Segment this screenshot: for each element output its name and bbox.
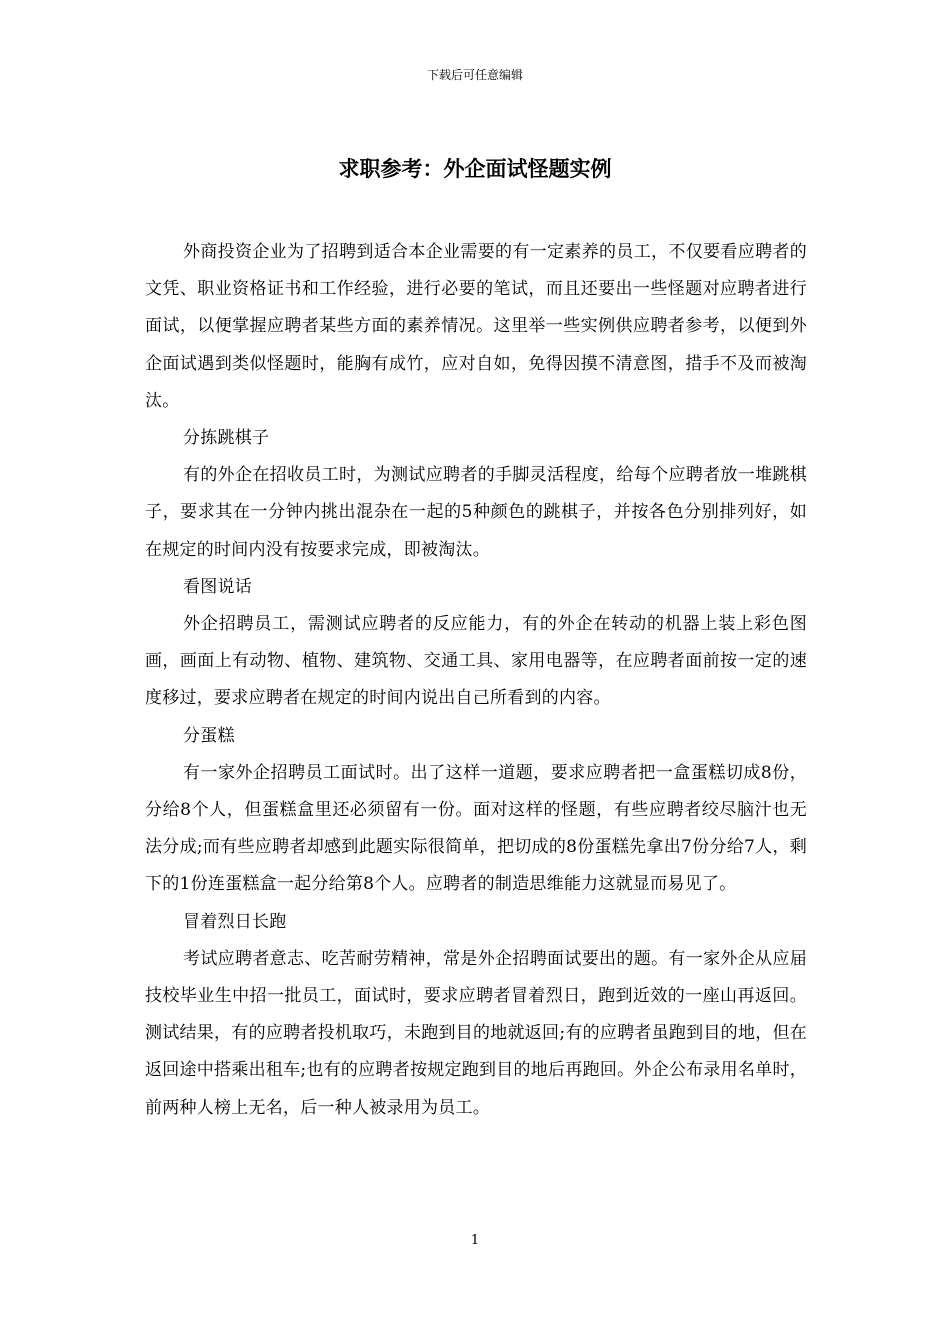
- page-header: 下载后可任意编辑: [426, 68, 523, 82]
- section-paragraph: 外企招聘员工，需测试应聘者的反应能力，有的外企在转动的机器上装上彩色图画，画面上有动物、植物、建筑物、交通工具、家用电器等，在应聘者面前按一定的速度移过，要求应聘者在规定的时间内说出自己所看到的内容。: [145, 614, 807, 709]
- section-heading: 分蛋糕: [183, 725, 235, 746]
- section-heading: 看图说话: [183, 576, 252, 597]
- page-number: 1: [470, 1233, 480, 1248]
- section-paragraph: 考试应聘者意志、吃苦耐劳精神，常是外企招聘面试要出的题。有一家外企从应届技校毕业生中招一批员工，面试时，要求应聘者冒着烈日，跑到近效的一座山再返回。测试结果，有的应聘者投机取巧，未跑到目的地就返回;有的应聘者虽跑到目的地，但在返回途中搭乘出租车;也有的应聘者按规定跑到目的地后再跑回。外企公布录用名单时，前两种人榜上无名，后一种人被录用为员工。: [145, 948, 807, 1118]
- section-heading: 冒着烈日长跑: [183, 911, 287, 932]
- document-title: 求职参考：外企面试怪题实例: [338, 157, 612, 181]
- intro-paragraph: 外商投资企业为了招聘到适合本企业需要的有一定素养的员工，不仅要看应聘者的文凭、职业资格证书和工作经验，进行必要的笔试，而且还要出一些怪题对应聘者进行面试，以便掌握应聘者某些方面的素养情况。这里举一些实例供应聘者参考，以便到外企面试遇到类似怪题时，能胸有成竹，应对自如，免得因摸不清意图，措手不及而被淘汰。: [145, 242, 807, 411]
- section-heading: 分拣跳棋子: [183, 428, 270, 449]
- section-paragraph: 有的外企在招收员工时，为测试应聘者的手脚灵活程度，给每个应聘者放一堆跳棋子，要求其在一分钟内挑出混杂在一起的5种颜色的跳棋子，并按各色分别排列好，如在规定的时间内没有按要求完成，即被淘汰。: [145, 465, 807, 560]
- document-body: [145, 234, 807, 1127]
- section-paragraph: 有一家外企招聘员工面试时。出了这样一道题，要求应聘者把一盒蛋糕切成8份，分给8个人，但蛋糕盒里还必须留有一份。面对这样的怪题，有些应聘者绞尽脑汁也无法分成;而有些应聘者却感到此题实际很简单，把切成的8份蛋糕先拿出7份分给7人，剩下的1份连蛋糕盒一起分给第8个人。应聘者的制造思维能力这就显而易见了。: [145, 762, 807, 895]
